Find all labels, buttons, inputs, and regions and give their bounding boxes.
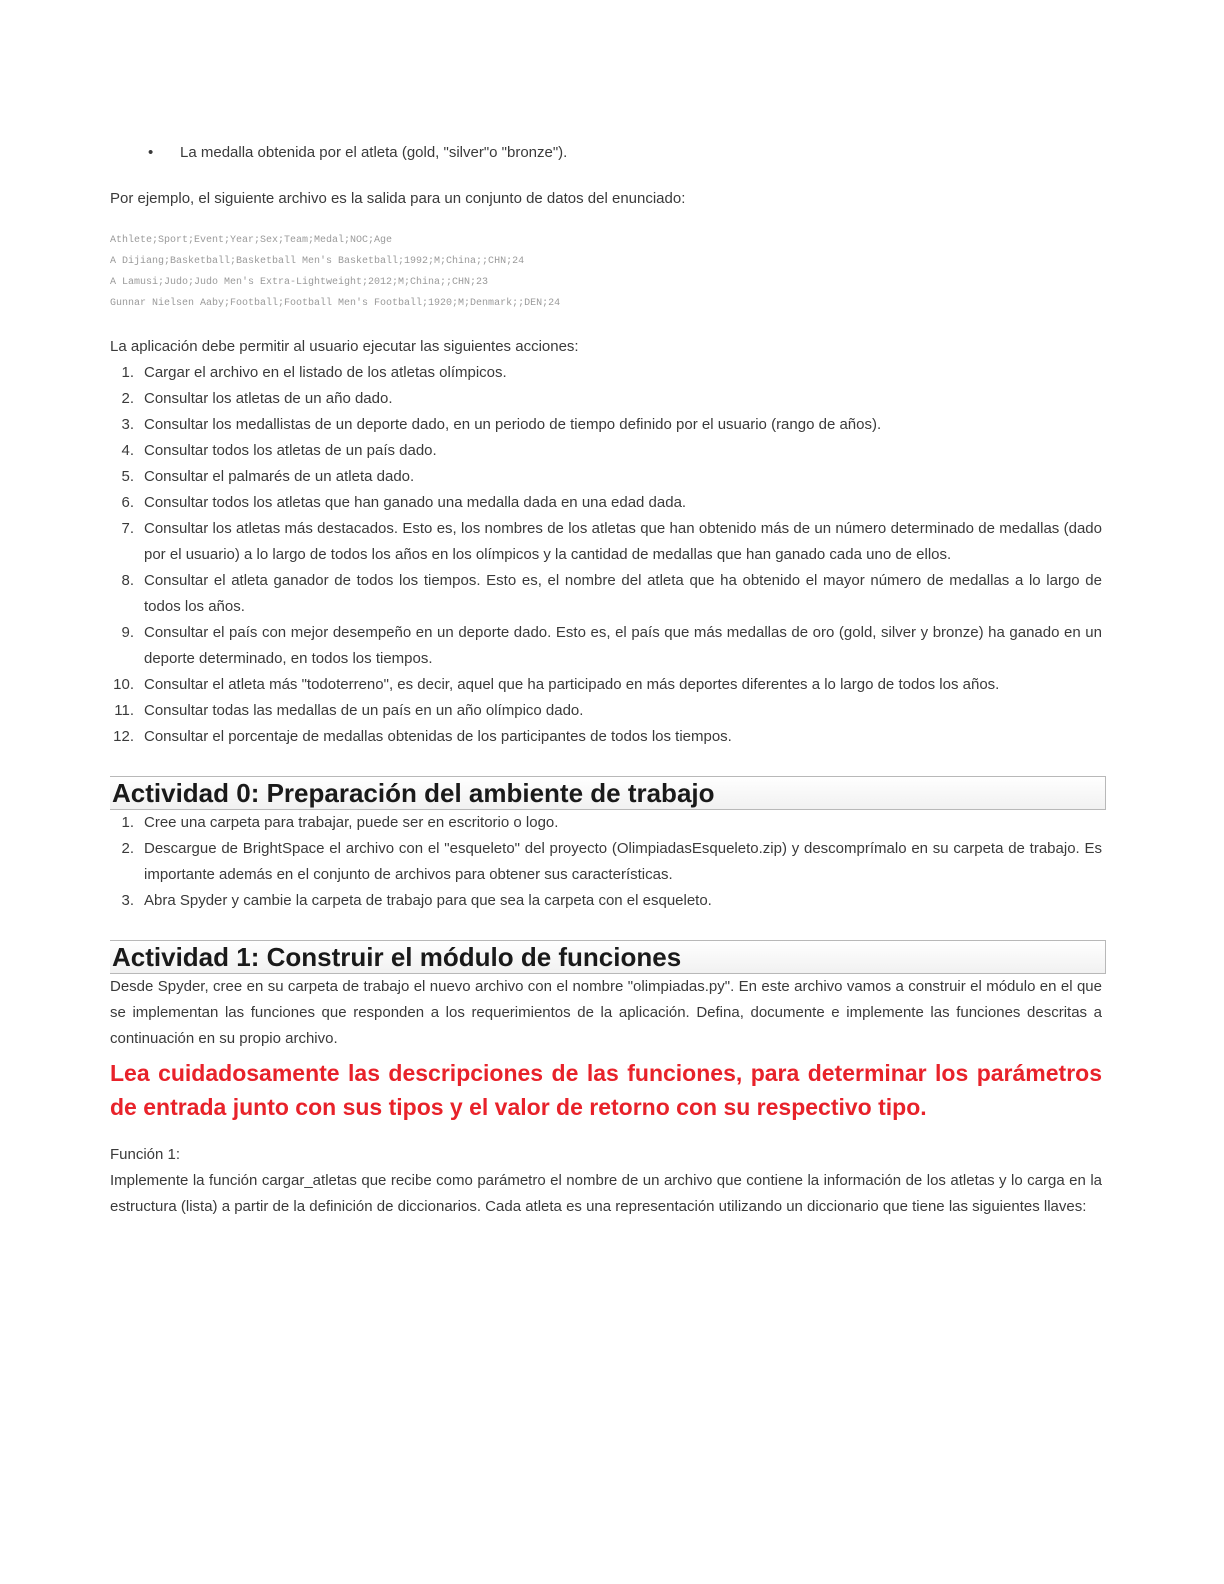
code-line: Gunnar Nielsen Aaby;Football;Football Men's Football;1920;M;Denmark;;DEN;24: [110, 298, 561, 309]
item-text: Descargue de BrightSpace el archivo con el "esqueleto" del proyecto (OlimpiadasEsqueleto.zip) y descomprímalo en su carpeta de trabajo. Es importante además en el conjunto de archivos para obtener sus características.: [144, 840, 1102, 883]
list-item: [110, 490, 1102, 516]
item-text: Consultar todos los atletas de un país dado.: [144, 442, 437, 459]
item-number: 1.: [121, 814, 134, 831]
item-text: Consultar el país con mejor desempeño en un deporte dado. Esto es, el país que más medallas de oro (gold, silver y bronze) ha ganado en un deporte determinado, en todos los tiempos.: [144, 624, 1102, 667]
item-number: 7.: [121, 520, 134, 537]
bullet-text: La medalla obtenida por el atleta (gold, "silver"o "bronze").: [180, 144, 568, 161]
actions-lead: La aplicación debe permitir al usuario ejecutar las siguientes acciones:: [110, 338, 579, 355]
item-text: Consultar el porcentaje de medallas obtenidas de los participantes de todos los tiempos.: [144, 728, 732, 745]
section-heading-activity-1: Actividad 1: Construir el módulo de funciones: [110, 940, 1106, 974]
item-text: Consultar todos los atletas que han ganado una medalla dada en una edad dada.: [144, 494, 687, 511]
list-item: [110, 836, 1102, 888]
item-number: 1.: [121, 364, 134, 381]
list-item: [110, 516, 1102, 568]
list-item: [110, 412, 1102, 438]
item-text: Consultar el atleta ganador de todos los tiempos. Esto es, el nombre del atleta que ha obtenido el mayor número de medallas a lo largo de todos los años.: [144, 572, 1102, 615]
item-text: Consultar los atletas más destacados. Esto es, los nombres de los atletas que han obtenido más de un número determinado de medallas (dado por el usuario) a lo largo de todos los años en los olímpicos y la cantidad de medallas que han ganado cada uno de ellos.: [144, 520, 1102, 563]
list-item: [110, 438, 1102, 464]
list-item: [110, 620, 1102, 672]
list-item: [110, 360, 1102, 386]
item-text: Consultar los atletas de un año dado.: [144, 390, 393, 407]
list-item: [110, 810, 1102, 836]
item-number: 12.: [113, 728, 134, 745]
item-number: 8.: [121, 572, 134, 589]
list-item: [110, 698, 1102, 724]
intro-paragraph: Por ejemplo, el siguiente archivo es la salida para un conjunto de datos del enunciado:: [110, 190, 686, 207]
item-number: 2.: [121, 390, 134, 407]
list-item: [110, 464, 1102, 490]
bullet-item: [148, 140, 1102, 166]
item-number: 10.: [113, 676, 134, 693]
activity-1-paragraph: Desde Spyder, cree en su carpeta de trabajo el nuevo archivo con el nombre "olimpiadas.py". En este archivo vamos a construir el módulo en el que se implementan las funciones que responden a los requerimientos de la aplicación. Defina, documente e implemente las funciones descritas a continuación en su propio archivo.: [110, 978, 1102, 1047]
page-content: [110, 140, 1102, 1220]
item-text: Consultar todas las medallas de un país en un año olímpico dado.: [144, 702, 584, 719]
actions-list: [110, 360, 1102, 750]
item-text: Cargar el archivo en el listado de los atletas olímpicos.: [144, 364, 507, 381]
code-line: A Dijiang;Basketball;Basketball Men's Basketball;1992;M;China;;CHN;24: [110, 256, 525, 267]
item-text: Consultar los medallistas de un deporte dado, en un periodo de tiempo definido por el usuario (rango de años).: [144, 416, 882, 433]
item-number: 5.: [121, 468, 134, 485]
function-description: Implemente la función cargar_atletas que recibe como parámetro el nombre de un archivo que contiene la información de los atletas y lo carga en la estructura (lista) a partir de la definición de diccionarios. Cada atleta es una representación utilizando un diccionario que tiene las siguientes llaves:: [110, 1172, 1102, 1215]
item-text: Cree una carpeta para trabajar, puede ser en escritorio o logo.: [144, 814, 559, 831]
activity-0-list: [110, 810, 1102, 914]
item-number: 4.: [121, 442, 134, 459]
bullet-dot-icon: •: [148, 144, 154, 161]
item-text: Consultar el atleta más "todoterreno", es decir, aquel que ha participado en más deportes diferentes a lo largo de todos los años.: [144, 676, 1000, 693]
warning-text: Lea cuidadosamente las descripciones de las funciones, para determinar los parámetros de entrada junto con sus tipos y el valor de retorno con su respectivo tipo.: [110, 1060, 1102, 1120]
list-item: [110, 888, 1102, 914]
item-text: Consultar el palmarés de un atleta dado.: [144, 468, 415, 485]
item-number: 3.: [121, 416, 134, 433]
code-line: Athlete;Sport;Event;Year;Sex;Team;Medal;NOC;Age: [110, 235, 393, 246]
code-line: A Lamusi;Judo;Judo Men's Extra-Lightweight;2012;M;China;;CHN;23: [110, 277, 489, 288]
item-number: 2.: [121, 840, 134, 857]
list-item: [110, 724, 1102, 750]
list-item: [110, 386, 1102, 412]
code-sample: [110, 230, 1102, 314]
list-item: [110, 568, 1102, 620]
item-number: 9.: [121, 624, 134, 641]
list-item: [110, 672, 1102, 698]
item-number: 6.: [121, 494, 134, 511]
item-number: 3.: [121, 892, 134, 909]
item-number: 11.: [114, 702, 134, 719]
section-heading-activity-0: Actividad 0: Preparación del ambiente de trabajo: [110, 776, 1106, 810]
item-text: Abra Spyder y cambie la carpeta de trabajo para que sea la carpeta con el esqueleto.: [144, 892, 712, 909]
function-title: Función 1:: [110, 1146, 181, 1163]
